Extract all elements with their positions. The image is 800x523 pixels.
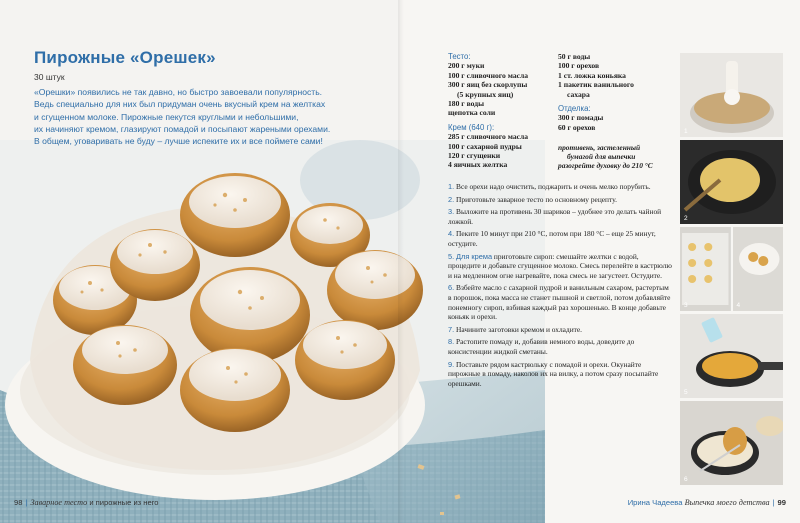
page-number-left: 98 [14, 498, 23, 507]
dough-heading: Тесто: [448, 52, 471, 61]
ingredient: 300 г яиц без скорлупы [448, 80, 528, 90]
step-8: 8. Растопите помаду и, добавив немного воды, доведите до консистенции жидкой сметаны. [448, 337, 635, 356]
book-subtitle: и пирожные из него [89, 498, 159, 507]
ingredient: сахара [567, 89, 590, 99]
step-photo-row-3-4 [680, 227, 783, 311]
ingredient: 285 г сливочного масла [448, 132, 529, 142]
step-photo-4 [733, 227, 784, 311]
ingredient: 300 г помады [558, 113, 604, 123]
intro-line: «Орешки» появились не так давно, но быстро завоевали популярность. [34, 87, 323, 97]
note-line: противень, застеленный [558, 143, 641, 153]
step-photo-1 [680, 53, 783, 137]
ingredient: 50 г воды [558, 52, 591, 61]
baking-note [558, 143, 673, 170]
cream-heading: Крем (640 г): [448, 122, 495, 132]
recipe-title: Пирожные «Орешек» [34, 48, 216, 67]
step-photo-2 [680, 140, 783, 224]
step-4: 4. Пеките 10 минут при 210 °С, потом при 180 °С – еще 25 минут, остудите. [448, 229, 656, 248]
step-9: 9. Поставьте рядом кастрюльку с помадой и орехи. Окунайте пирожные в помаду, наколов их на вилку, а потом сразу посыпайте орешками. [448, 359, 659, 388]
intro-line: Ведь специально для них был придуман очень вкусный крем на желтках [34, 99, 326, 110]
ingredient: 100 г орехов [558, 61, 600, 71]
left-footer: 98 | Заварное тесто и пирожные из него [14, 498, 159, 507]
finish-heading: Отделка: [558, 104, 591, 114]
step-photos [680, 53, 783, 488]
ingredient: (5 крупных яиц) [457, 89, 514, 99]
ingredients-column-1 [448, 52, 558, 170]
step-2: 2. Приготовьте заварное тесто по основному рецепту. [448, 194, 617, 204]
right-footer: Ирина Чадеева Выпечка моего детства | 99 [627, 498, 786, 507]
book-title: Заварное тесто [30, 498, 88, 507]
ingredient: 180 г воды [448, 99, 485, 109]
step-photo-6 [680, 401, 783, 485]
intro-line: В общем, уговаривать не буду – лучше испеките их и все поймете сами! [34, 136, 323, 147]
spine-shadow [398, 0, 404, 523]
thumb-number: 2 [684, 215, 688, 222]
intro-line: и сгущенном молоке. Пирожные пекутся круглыми и небольшими, [34, 111, 299, 122]
note-line: разогрейте духовку до 210 °С [558, 161, 653, 171]
thumb-number: 3 [684, 302, 688, 309]
step-3: 3. Выложите на противень 30 шариков – удобнее это делать чайной ложкой. [448, 207, 662, 226]
ingredient: 60 г орехов [558, 122, 596, 132]
ingredient: 120 г сгущенки [448, 151, 501, 161]
ingredient: 1 ст. ложка коньяка [558, 70, 626, 80]
ingredient: 1 пакетик ванильного [558, 80, 634, 90]
book-tagline: Выпечка моего детства [684, 498, 770, 507]
intro-text [34, 86, 344, 147]
thumb-number: 1 [684, 128, 688, 135]
step-1: 1. Все орехи надо очистить, поджарить и очень мелко порубить. [448, 182, 651, 191]
note-line: бумагой для выпечки [567, 152, 636, 162]
page-number-right: 99 [777, 498, 786, 507]
thumb-number: 6 [684, 476, 688, 483]
author-name: Ирина Чадеева [627, 498, 683, 507]
intro-line: их начиняют кремом, глазируют помадой и посыпают жареными орехами. [34, 123, 331, 134]
recipe-steps [448, 182, 673, 391]
ingredient: щепотка соли [448, 108, 496, 118]
step-6: 6. Взбейте масло с сахарной пудрой и ванильным сахаром, растертым в порошок, пока масса не станет пышной и светлой, потом добавляйте понемногу сироп, взбивая каждый раз хорошенько. В конце добавьте коньяк и орехи. [448, 283, 671, 322]
step-photo-5 [680, 314, 783, 398]
ingredients-column-2 [558, 52, 673, 170]
step-photo-3 [680, 227, 731, 311]
step-7: 7. Начините заготовки кремом и охладите. [448, 324, 583, 334]
ingredient: 100 г сливочного масла [448, 70, 529, 80]
ingredient: 200 г муки [448, 61, 485, 71]
ingredient: 100 г сахарной пудры [448, 141, 522, 151]
thumb-number: 4 [736, 302, 741, 309]
servings: 30 штук [34, 72, 65, 82]
thumb-number: 5 [684, 389, 688, 396]
ingredient: 4 яичных желтка [448, 160, 508, 170]
step-5: 5. Для крема приготовьте сироп: смешайте желтки с водой, процедите и добавьте сгущенное молоко. Смесь перелейте в кастрюлю и на медленном огне нагревайте, пока смесь не загустеет. Остудите. [448, 251, 672, 280]
